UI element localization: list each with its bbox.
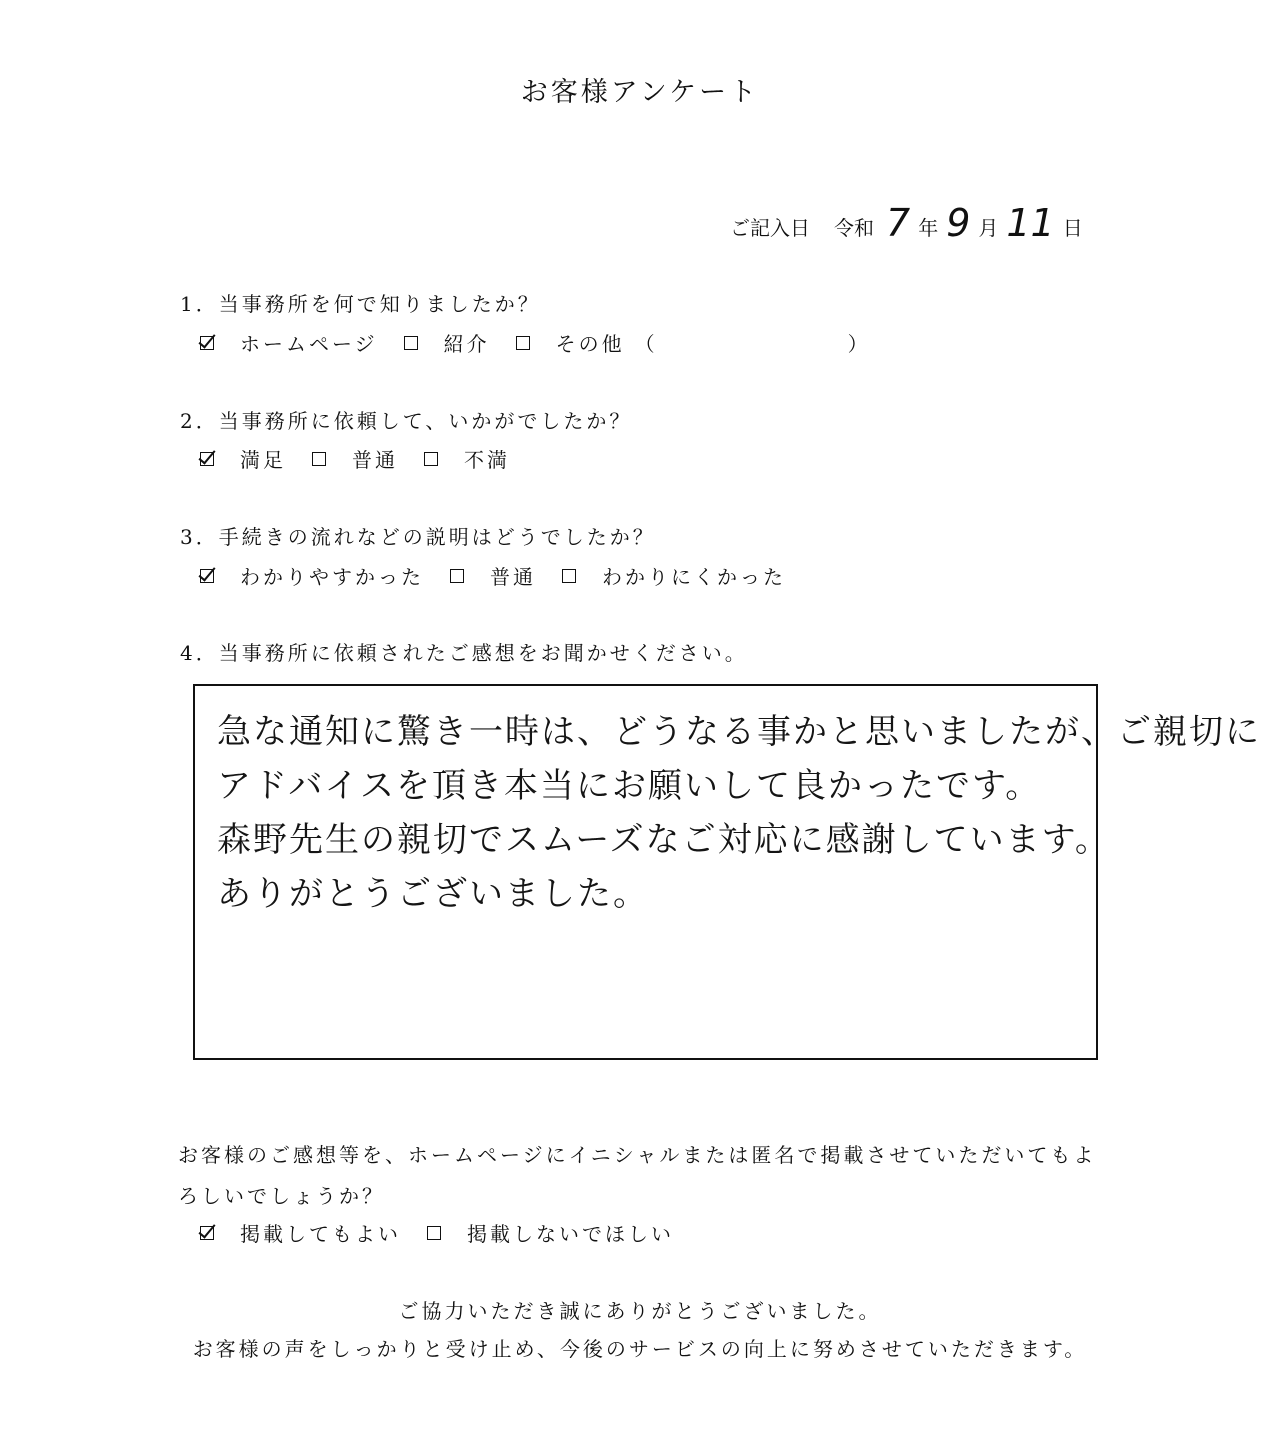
date-year[interactable]: 7: [886, 201, 911, 245]
q1-checkbox-other[interactable]: [516, 336, 530, 350]
q2-option-dissatisfied[interactable]: [424, 444, 510, 473]
q4-question: 4．当事務所に依頼されたご感想をお聞かせください。: [180, 641, 748, 665]
publish-option-deny[interactable]: [427, 1218, 674, 1247]
publish-option-label: 掲載しないでほしい: [467, 1222, 674, 1246]
q1-option-label: 紹介: [443, 332, 490, 356]
date-year-unit: 年: [918, 216, 939, 240]
footer-thanks: ご協力いただき誠にありがとうございました。: [398, 1299, 882, 1323]
q1-option-referral[interactable]: [404, 328, 490, 357]
q3-option-hard[interactable]: [562, 561, 786, 590]
q3-option-easy[interactable]: [200, 561, 424, 590]
q1-option-label: その他: [555, 332, 625, 356]
q3-checkbox-normal[interactable]: [450, 569, 464, 583]
publish-option-label: 掲載してもよい: [240, 1222, 401, 1246]
publish-options: [200, 1218, 700, 1247]
date-month[interactable]: 9: [946, 201, 971, 245]
q1-option-label: ホームページ: [240, 332, 378, 356]
q3-option-normal[interactable]: [450, 561, 536, 590]
q1-option-other[interactable]: [516, 328, 871, 357]
publish-option-allow[interactable]: [200, 1218, 401, 1247]
q2-option-normal[interactable]: [312, 444, 398, 473]
date-label: ご記入日: [730, 216, 810, 240]
date-day[interactable]: 11: [1006, 201, 1055, 245]
comment-textarea[interactable]: [193, 684, 1261, 1060]
q2-checkbox-satisfied[interactable]: [200, 452, 214, 466]
q2-checkbox-normal[interactable]: [312, 452, 326, 466]
q2-question: 2．当事務所に依頼して、いかがでしたか？: [180, 409, 633, 433]
publish-checkbox-allow[interactable]: [200, 1226, 214, 1240]
q3-options: [200, 561, 812, 590]
q2-checkbox-dissatisfied[interactable]: [424, 452, 438, 466]
q2-option-label: 普通: [352, 448, 398, 472]
q2-option-satisfied[interactable]: [200, 444, 286, 473]
q2-option-label: 不満: [464, 448, 510, 472]
q1-other-paren-open: （: [634, 332, 658, 356]
publish-question-line2: ろしいでしょうか？: [178, 1184, 385, 1208]
q3-option-label: わかりやすかった: [240, 565, 424, 589]
entry-date: [730, 201, 1087, 245]
q1-option-homepage[interactable]: [200, 328, 378, 357]
footer-message: お客様の声をしっかりと受け止め、今後のサービスの向上に努めさせていただきます。: [192, 1337, 1088, 1361]
publish-question-line1: お客様のご感想等を、ホームページにイニシャルまたは匿名で掲載させていただいてもよ: [178, 1143, 1097, 1167]
q2-options: [200, 444, 536, 473]
comment-line: ありがとうございました。: [217, 874, 649, 914]
page-title: お客様アンケート: [520, 77, 760, 108]
q3-checkbox-hard[interactable]: [562, 569, 576, 583]
q1-checkbox-homepage[interactable]: [200, 336, 214, 350]
publish-checkbox-deny[interactable]: [427, 1226, 441, 1240]
comment-line: 森野先生の親切でスムーズなご対応に感謝しています。: [217, 820, 1111, 860]
date-month-unit: 月: [978, 216, 999, 240]
q1-question: 1．当事務所を何で知りましたか？: [180, 292, 541, 316]
q1-checkbox-referral[interactable]: [404, 336, 418, 350]
q1-other-paren-close: ）: [847, 332, 871, 356]
q3-option-label: 普通: [490, 565, 536, 589]
comment-line: アドバイスを頂き本当にお願いして良かったです。: [217, 766, 1042, 806]
date-day-unit: 日: [1062, 216, 1083, 240]
q3-checkbox-easy[interactable]: [200, 569, 214, 583]
comment-line: 急な通知に驚き一時は、どうなる事かと思いましたが、ご親切に: [217, 712, 1261, 752]
q3-question: 3．手続きの流れなどの説明はどうでしたか？: [180, 525, 656, 549]
q1-options: [200, 328, 897, 357]
q2-option-label: 満足: [240, 448, 286, 472]
q3-option-label: わかりにくかった: [602, 565, 786, 589]
date-era: 令和: [834, 216, 874, 240]
